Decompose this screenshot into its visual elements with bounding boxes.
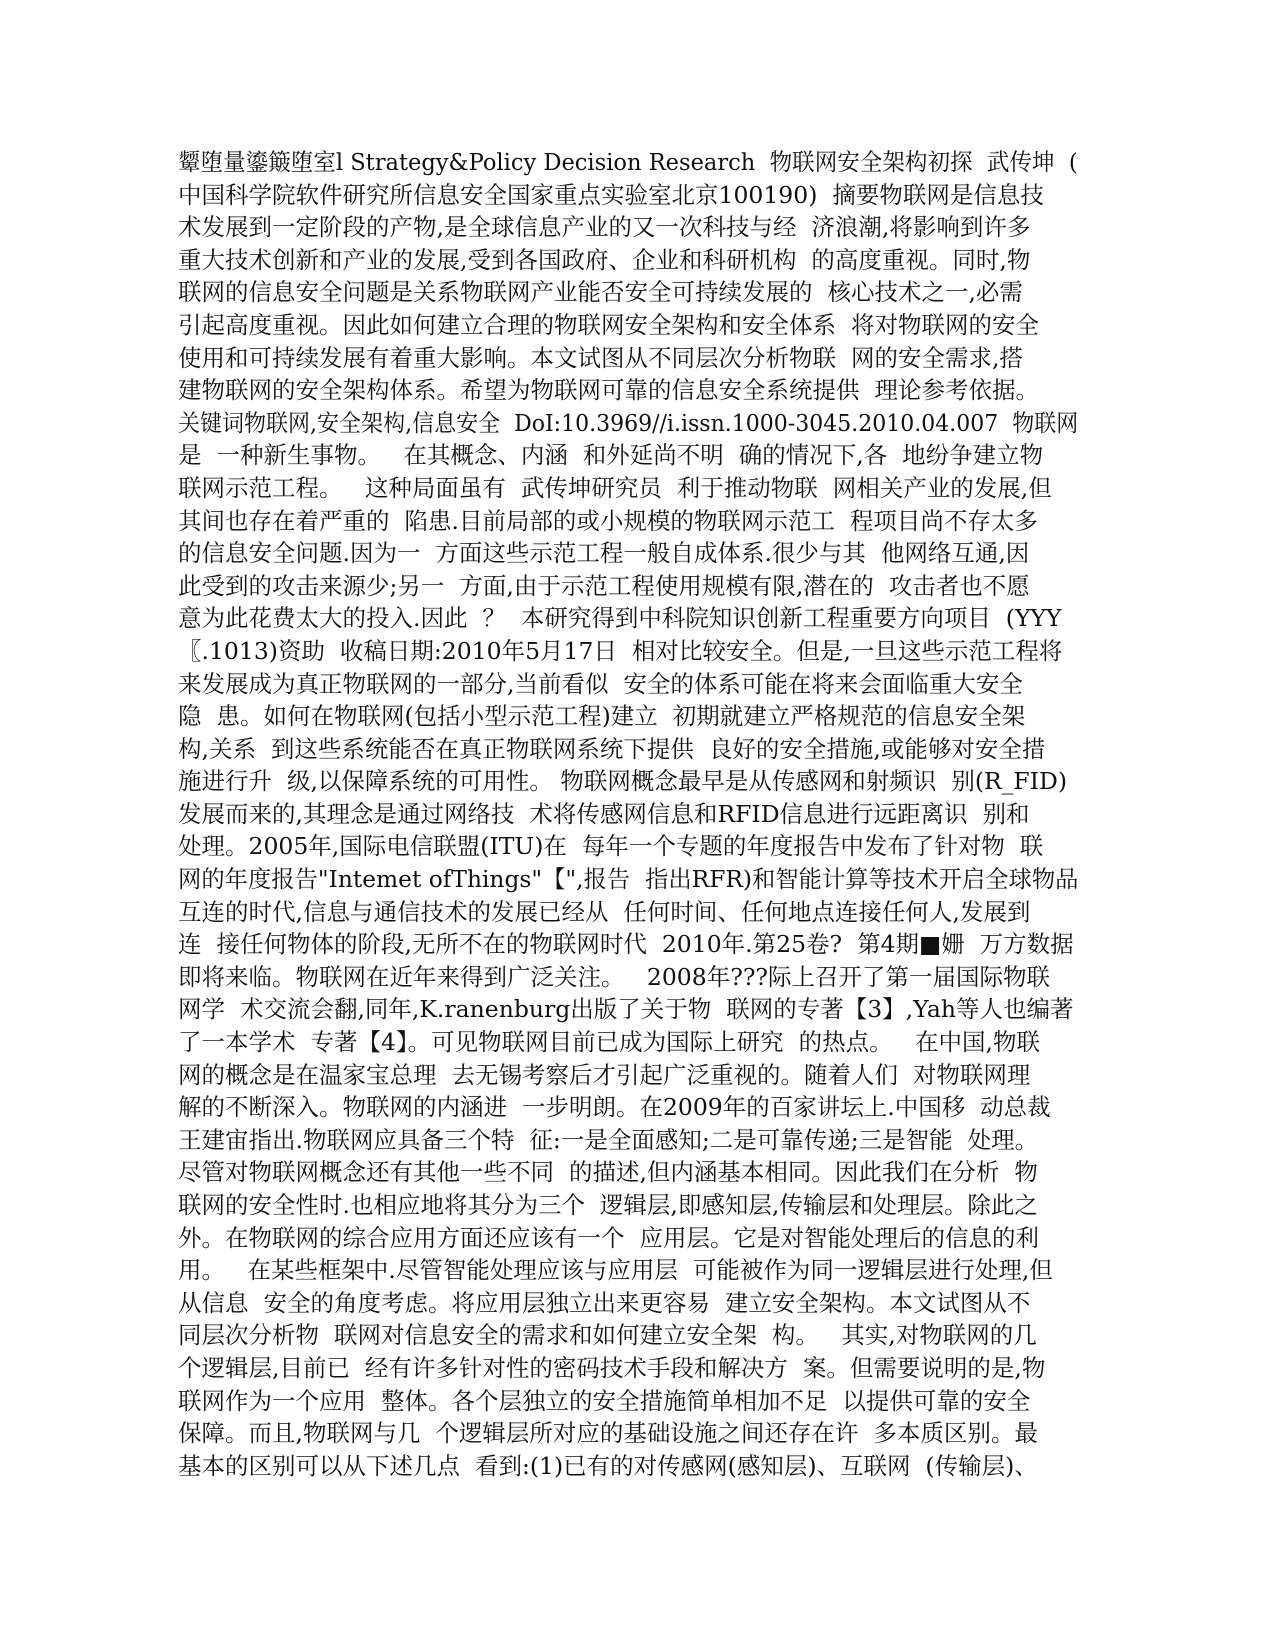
- text-line: 施进行升 级,以保障系统的可用性。 物联网概念最早是从传感网和射频识 别(R_FID): [178, 767, 1068, 796]
- text-line: 网的概念是在温家宝总理 去无锡考察后才引起广泛重视的。随着人们 对物联网理: [178, 1060, 1031, 1089]
- text-line: 使用和可持续发展有着重大影响。本文试图从不同层次分析物联 网的安全需求,搭: [178, 343, 1023, 372]
- text-line: 颦堕量鎏簸堕室l Strategy&Policy Decision Research 物联网安全架构初探 武传坤 (: [178, 148, 1078, 176]
- text-line: 从信息 安全的角度考虑。将应用层独立出来更容易 建立安全架构。本文试图从不: [178, 1288, 1031, 1317]
- text-line: 联网作为一个应用 整体。各个层独立的安全措施简单相加不足 以提供可靠的安全: [178, 1386, 1031, 1415]
- text-line: 重大技术创新和产业的发展,受到各国政府、企业和科研机构 的高度重视。同时,物: [178, 245, 1031, 274]
- text-line: 王建宙指出.物联网应具备三个特 征:一是全面感知;二是可靠传递;三是智能 处理。: [178, 1125, 1039, 1154]
- text-line: 了一本学术 专著【4】。可见物联网目前已成为国际上研究 的热点。 在中国,物联: [178, 1028, 1040, 1057]
- text-line: 构,关系 到这些系统能否在真正物联网系统下提供 良好的安全措施,或能够对安全措: [178, 734, 1046, 763]
- text-line: 处理。2005年,国际电信联盟(ITU)在 每年一个专题的年度报告中发布了针对物 联: [178, 832, 1044, 861]
- text-line: 联网的信息安全问题是关系物联网产业能否安全可持续发展的 核心技术之一,必需: [178, 278, 1023, 307]
- text-line: 联网的安全性时.也相应地将其分为三个 逻辑层,即感知层,传输层和处理层。除此之: [178, 1191, 1038, 1219]
- text-line: 术发展到一定阶段的产物,是全球信息产业的又一次科技与经 济浪潮,将影响到许多: [178, 213, 1031, 242]
- text-line: 是 一种新生事物。 在其概念、内涵 和外延尚不明 确的情况下,各 地纷争建立物: [178, 441, 1044, 470]
- text-line: 发展而来的,其理念是通过网络技 术将传感网信息和RFID信息进行远距离识 别和: [178, 799, 1030, 828]
- text-line: 网的年度报告"Intemet ofThings"【",报告 指出RFR)和智能计算等技术开启全球物品: [178, 865, 1079, 894]
- text-line: 隐 患。如何在物联网(包括小型示范工程)建立 初期就建立严格规范的信息安全架: [178, 702, 1026, 731]
- body-text: [178, 146, 1078, 1482]
- text-line: 同层次分析物 联网对信息安全的需求和如何建立安全架 构。 其实,对物联网的几: [178, 1321, 1037, 1350]
- text-line: 互连的时代,信息与通信技术的发展已经从 任何时间、任何地点连接任何人,发展到: [178, 897, 1031, 926]
- text-line: 保障。而且,物联网与几 个逻辑层所对应的基础设施之间还存在许 多本质区别。最: [178, 1419, 1038, 1448]
- text-line: 来发展成为真正物联网的一部分,当前看似 安全的体系可能在将来会面临重大安全: [178, 669, 1023, 698]
- text-line: 解的不断深入。物联网的内涵进 一步明朗。在2009年的百家讲坛上.中国移 动总裁: [178, 1093, 1051, 1122]
- text-line: 基本的区别可以从下述几点 看到:(1)已有的对传感网(感知层)、互联网 (传输层)、: [178, 1451, 1038, 1480]
- text-line: 即将来临。物联网在近年来得到广泛关注。 2008年???际上召开了第一届国际物联: [178, 962, 1051, 991]
- text-line: 关键词物联网,安全架构,信息安全 DoI:10.3969//i.issn.1000-3045.2010.04.007 物联网: [178, 408, 1078, 437]
- text-line: 引起高度重视。因此如何建立合理的物联网安全架构和安全体系 将对物联网的安全: [178, 310, 1039, 339]
- text-line: 的信息安全问题.因为一 方面这些示范工程一般自成体系.很少与其 他网络互通,因: [178, 539, 1030, 568]
- text-line: 其间也存在着严重的 陷患.目前局部的或小规模的物联网示范工 程项目尚不存太多: [178, 506, 1038, 535]
- text-line: 〖.1013)资助 收稿日期:2010年5月17日 相对比较安全。但是,一旦这些示范工程将: [178, 636, 1063, 665]
- text-line: 联网示范工程。 这种局面虽有 武传坤研究员 利于推动物联 网相关产业的发展,但: [178, 473, 1052, 502]
- text-line: 个逻辑层,目前已 经有许多针对性的密码技术手段和解决方 案。但需要说明的是,物: [178, 1353, 1046, 1382]
- text-line: 建物联网的安全架构体系。希望为物联网可靠的信息安全系统提供 理论参考依据。: [178, 376, 1039, 405]
- text-line: 网学 术交流会翻,同年,K.ranenburg出版了关于物 联网的专著【3】,Yah等人也编著: [178, 995, 1074, 1024]
- text-line: 连 接任何物体的阶段,无所不在的物联网时代 2010年.第25卷? 第4期■姗 万方数据: [178, 930, 1074, 959]
- text-line: 此受到的攻击来源少;另一 方面,由于示范工程使用规模有限,潜在的 攻击者也不愿: [178, 571, 1030, 600]
- text-line: 外。在物联网的综合应用方面还应该有一个 应用层。它是对智能处理后的信息的利: [178, 1223, 1039, 1252]
- text-line: 用。 在某些框架中.尽管智能处理应该与应用层 可能被作为同一逻辑层进行处理,但: [178, 1256, 1053, 1285]
- text-line: 中国科学院软件研究所信息安全国家重点实验室北京100190) 摘要物联网是信息技: [178, 180, 1044, 209]
- text-line: 意为此花费太大的投入.因此 ？ 本研究得到中科院知识创新工程重要方向项目 (YYY: [178, 604, 1062, 633]
- text-line: 尽管对物联网概念还有其他一些不同 的描述,但内涵基本相同。因此我们在分析 物: [178, 1158, 1038, 1187]
